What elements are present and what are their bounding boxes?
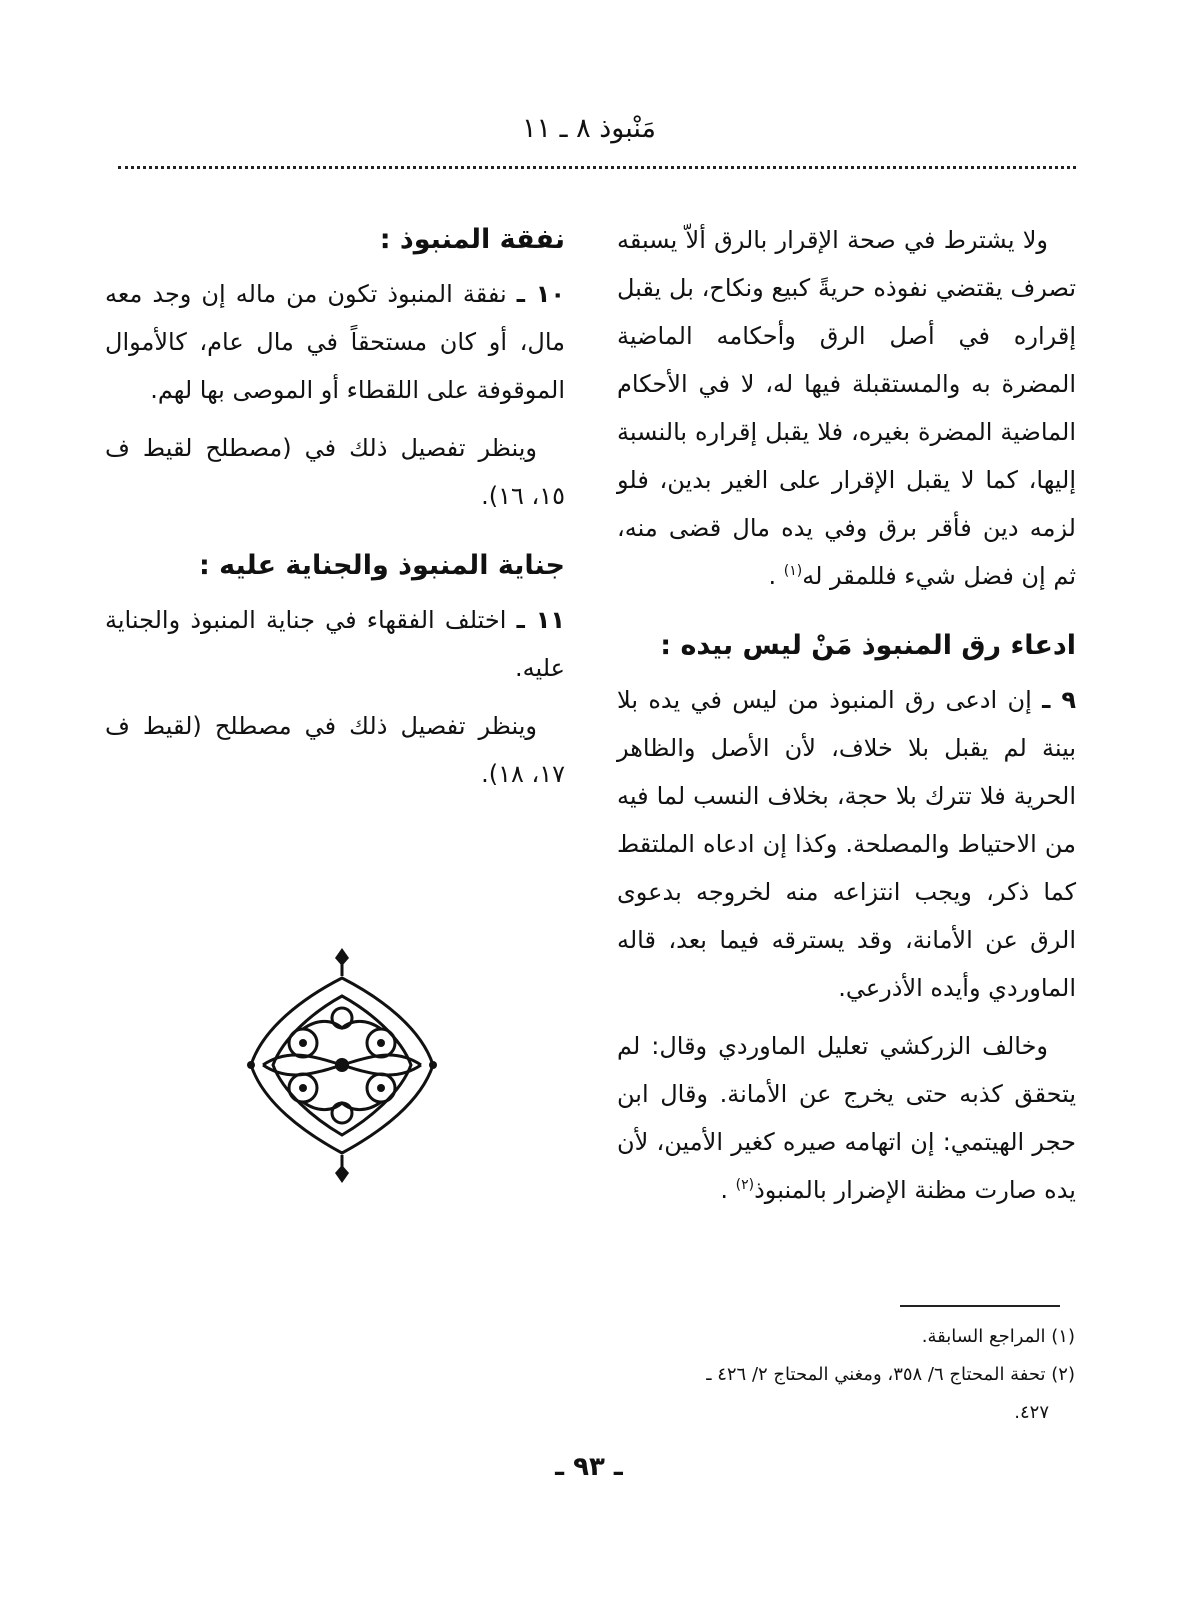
paragraph — [105, 270, 565, 414]
header-dotted-rule — [118, 166, 1076, 169]
paragraph — [105, 596, 565, 692]
section-number: ١٠ ـ — [516, 280, 565, 308]
section-heading: ادعاء رق المنبوذ مَنْ ليس بيده : — [660, 630, 1076, 661]
paragraph: وينظر تفصيل ذلك في (مصطلح لقيط ف ١٥، ١٦). — [105, 434, 565, 510]
footnote-ref-2[interactable]: (٢) — [735, 1177, 755, 1193]
paragraph-text: ولا يشترط في صحة الإقرار بالرق ألاّ يسبقه تصرف يقتضي نفوذه حريةً كبيع ونكاح، بل يقبل إقراره في أصل الرق وأحكامه الماضية المضرة به والمستقبلة فيها له، لا في الأحكام الماضية المضرة بغيره، فلا يقبل إقراره بالنسبة إليها، كما لا يقبل الإقرار على الغير بدين، فلو لزمه دين فأقر برق وفي يده مال قضى منه، ثم إن فضل شيء فللمقر له — [617, 226, 1076, 590]
section-heading: جناية المنبوذ والجناية عليه : — [198, 550, 565, 581]
paragraph-end: . — [768, 562, 784, 590]
decorative-ornament-icon — [243, 948, 441, 1183]
section-number: ٩ ـ — [1042, 686, 1076, 714]
paragraph-text: إن ادعى رق المنبوذ من ليس في يده بلا بينة لم يقبل بلا خلاف، لأن الأصل والظاهر الحرية فلا تترك بلا حجة، بخلاف النسب لما فيه من الاحتياط والمصلحة. وكذا إن ادعاه الملتقط كما ذكر، ويجب انتزاعه منه لخروجه بدعوى الرق عن الأمانة، وقد يسترقه فيما بعد، قاله الماوردي وأيده الأذرعي. — [617, 686, 1076, 1002]
paragraph — [617, 676, 1076, 1012]
paragraph-end: . — [720, 1176, 736, 1204]
running-title: مَنْبوذ ٨ ـ ١١ — [522, 113, 656, 144]
footnote-separator — [900, 1305, 1060, 1307]
footnote-1: (١) المراجع السابقة. — [921, 1326, 1075, 1347]
section-number: ١١ ـ — [516, 606, 566, 634]
page-number: ـ ٩٣ ـ — [555, 1452, 623, 1482]
footnote-2-continuation: ٤٢٧. — [1014, 1402, 1049, 1423]
paragraph: وينظر تفصيل ذلك في مصطلح (لقيط ف ١٧، ١٨). — [105, 712, 565, 788]
footnote-ref-1[interactable]: (١) — [783, 563, 803, 579]
paragraph — [617, 216, 1076, 600]
paragraph — [617, 1022, 1076, 1214]
section-heading: نفقة المنبوذ : — [379, 224, 565, 255]
paragraph-text: وخالف الزركشي تعليل الماوردي وقال: لم يتحقق كذبه حتى يخرج عن الأمانة. وقال ابن حجر الهيتمي: إن اتهامه صيره كغير الأمين، لأن يده صارت مظنة الإضرار بالمنبوذ — [617, 1032, 1076, 1204]
footnote-2: (٢) تحفة المحتاج ٦/ ٣٥٨، ومغني المحتاج ٢/ ٤٢٦ ـ — [706, 1364, 1075, 1385]
footnotes — [560, 1318, 1075, 1432]
paragraph-text: اختلف الفقهاء في جناية المنبوذ والجناية عليه. — [105, 606, 565, 682]
right-column — [617, 216, 1076, 1224]
left-column — [105, 216, 565, 808]
paragraph-text: نفقة المنبوذ تكون من ماله إن وجد معه مال، أو كان مستحقاً في مال عام، كالأموال الموقوفة على اللقطاء أو الموصى بها لهم. — [105, 280, 565, 404]
